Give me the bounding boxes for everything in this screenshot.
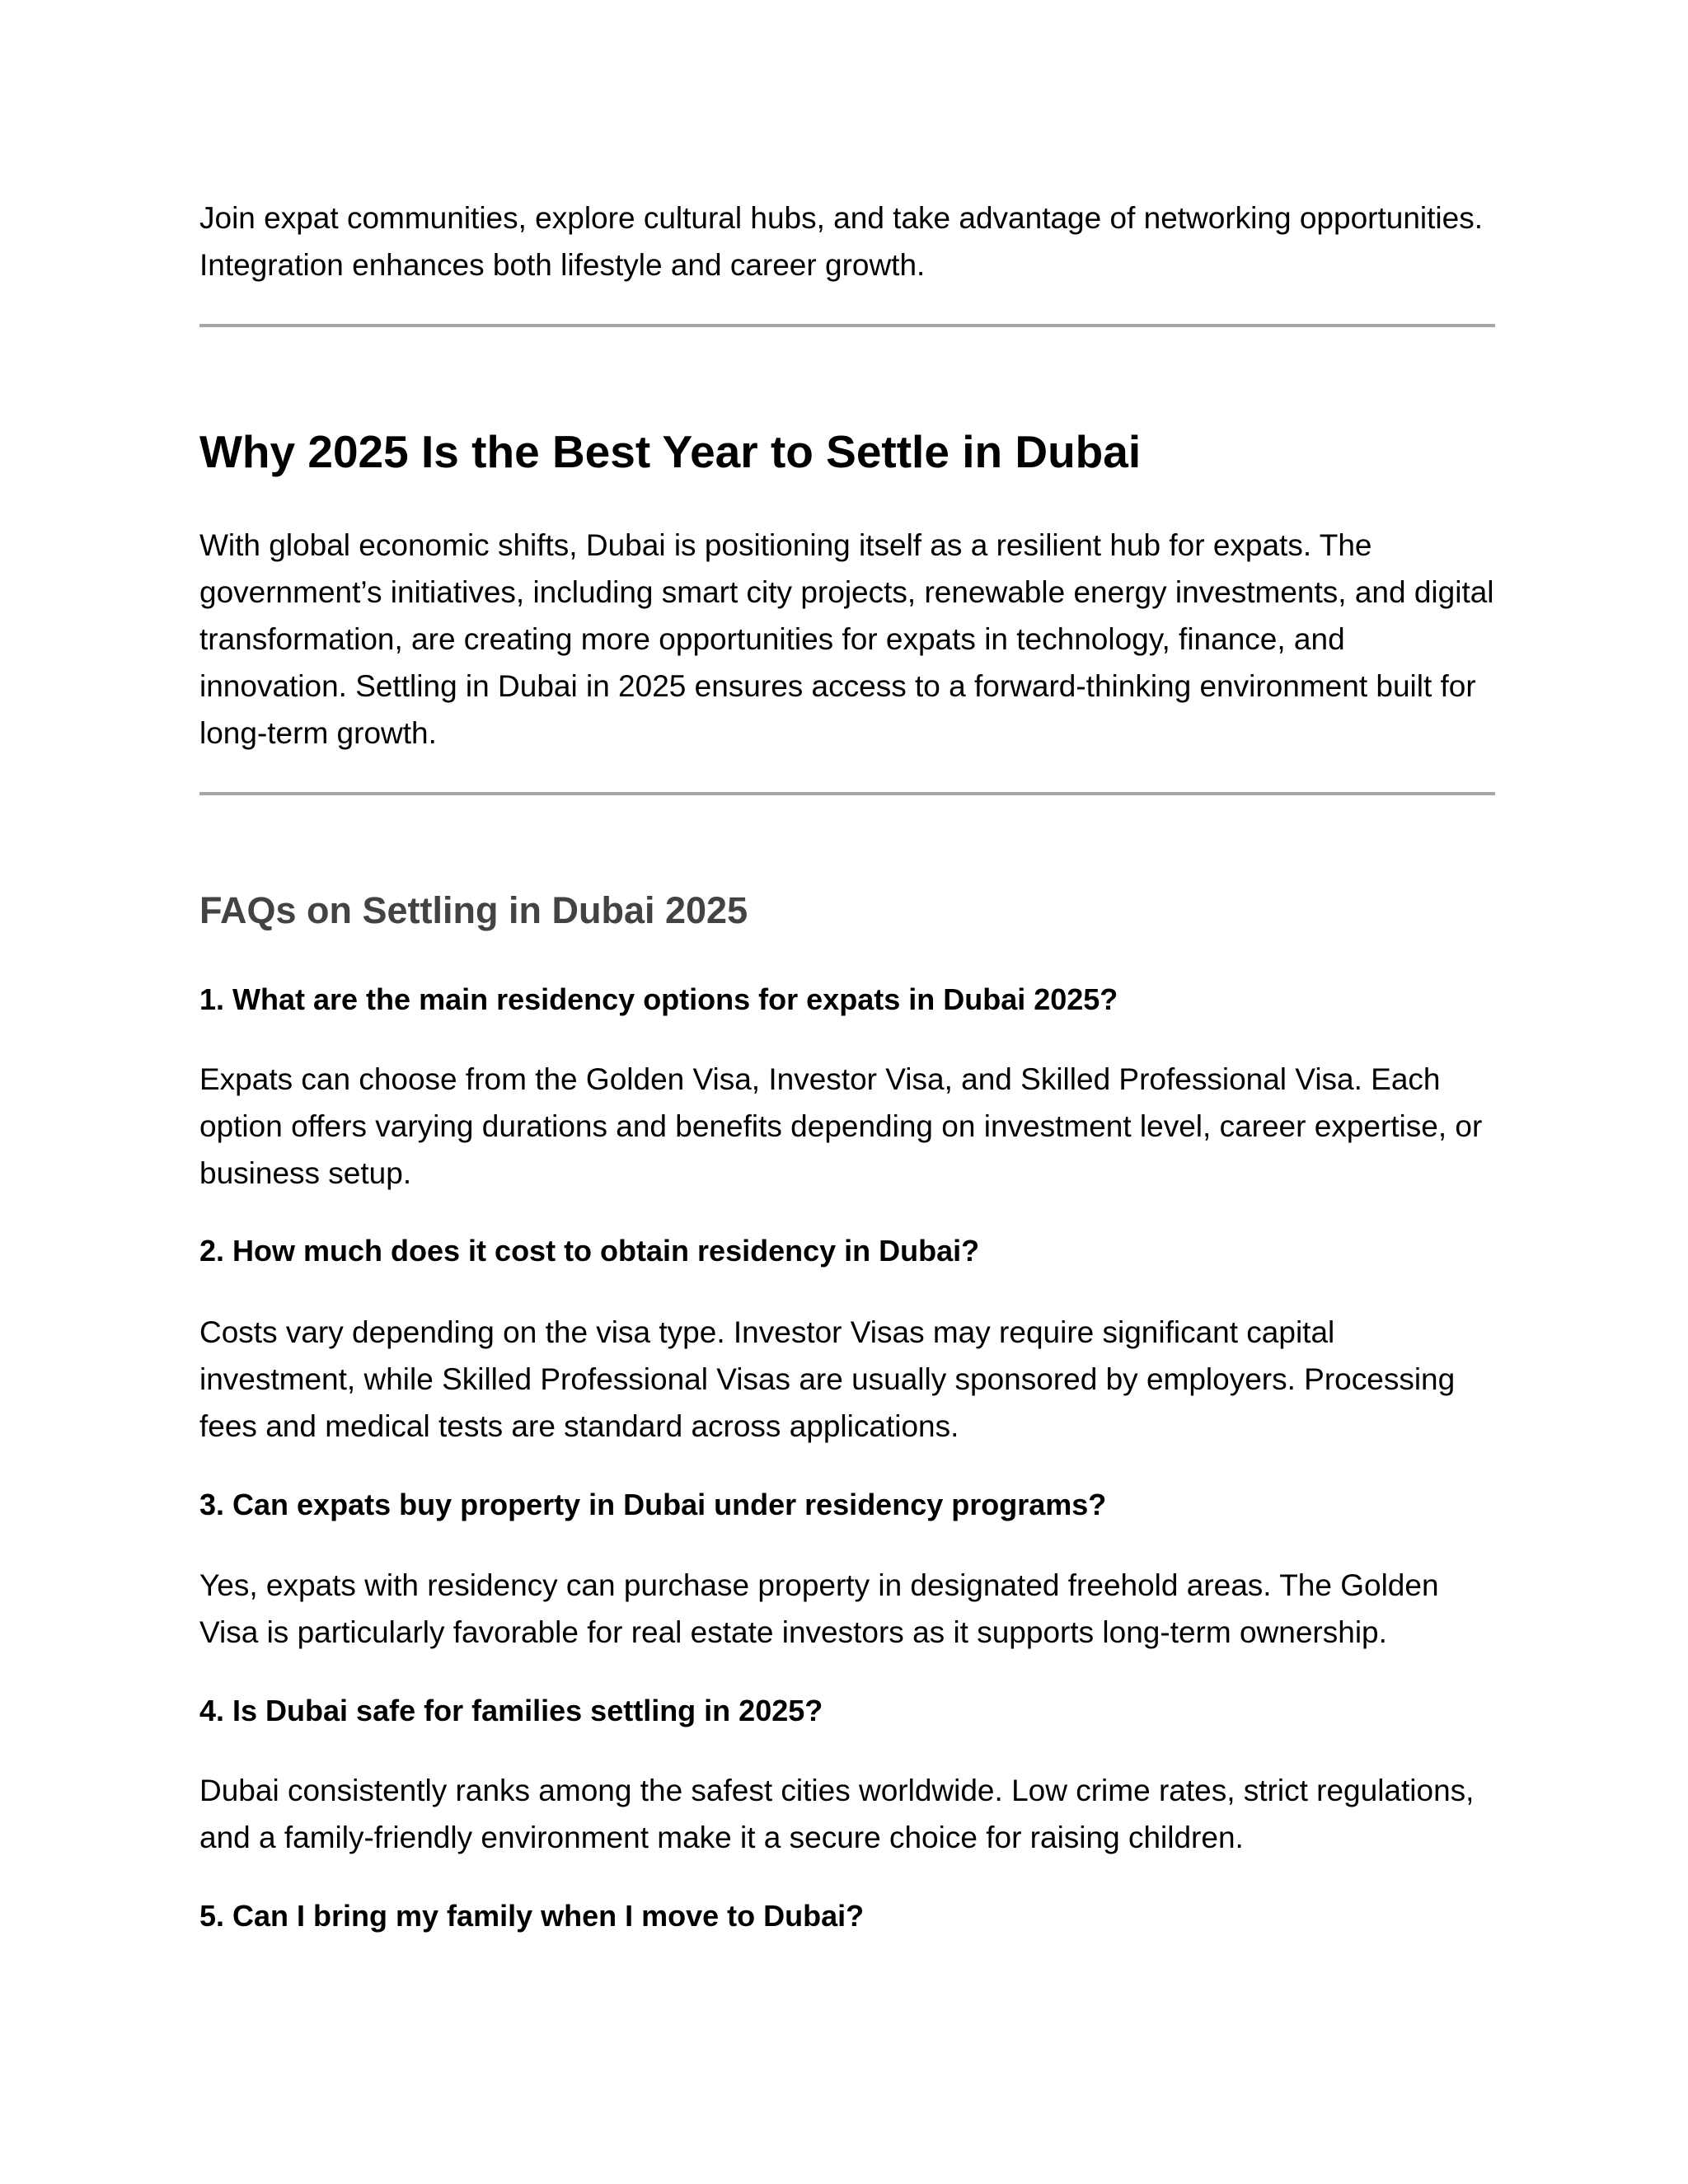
faq-question: 5. Can I bring my family when I move to Dubai? <box>199 1899 865 1933</box>
faq-answer: Expats can choose from the Golden Visa, Investor Visa, and Skilled Professional Visa. Each option offers varying durations and benefits depending on investment level, career expertise, or business setup. <box>199 1062 1483 1190</box>
faq-question: 3. Can expats buy property in Dubai under residency programs? <box>199 1488 1107 1521</box>
horizontal-divider <box>199 792 1495 795</box>
intro-paragraph: Join expat communities, explore cultural hubs, and take advantage of networking opportunities. Integration enhances both lifestyle and career growth. <box>199 201 1483 282</box>
faq-question: 1. What are the main residency options for expats in Dubai 2025? <box>199 982 1118 1016</box>
faq-answer: Dubai consistently ranks among the safest cities worldwide. Low crime rates, strict regulations, and a family-friendly environment make it a secure choice for raising children. <box>199 1774 1475 1854</box>
faq-question: 2. How much does it cost to obtain residency in Dubai? <box>199 1234 980 1268</box>
faq-question: 4. Is Dubai safe for families settling in 2025? <box>199 1694 823 1727</box>
horizontal-divider <box>199 324 1495 327</box>
section-heading: Why 2025 Is the Best Year to Settle in Dubai <box>199 426 1142 477</box>
section-paragraph: With global economic shifts, Dubai is positioning itself as a resilient hub for expats. The government’s initiatives, including smart city projects, renewable energy investments, and digital transformation, are creating more opportunities for expats in technology, finance, and innovation. Settling in Dubai in 2025 ensures access to a forward-thinking environment built for long-term growth. <box>199 528 1494 750</box>
faq-heading: FAQs on Settling in Dubai 2025 <box>199 889 748 931</box>
faq-answer: Yes, expats with residency can purchase property in designated freehold areas. The Golden Visa is particularly favorable for real estate investors as it supports long-term ownership. <box>199 1568 1439 1649</box>
faq-answer: Costs vary depending on the visa type. Investor Visas may require significant capital investment, while Skilled Professional Visas are usually sponsored by employers. Processing fees and medical tests are standard across applications. <box>199 1315 1456 1443</box>
